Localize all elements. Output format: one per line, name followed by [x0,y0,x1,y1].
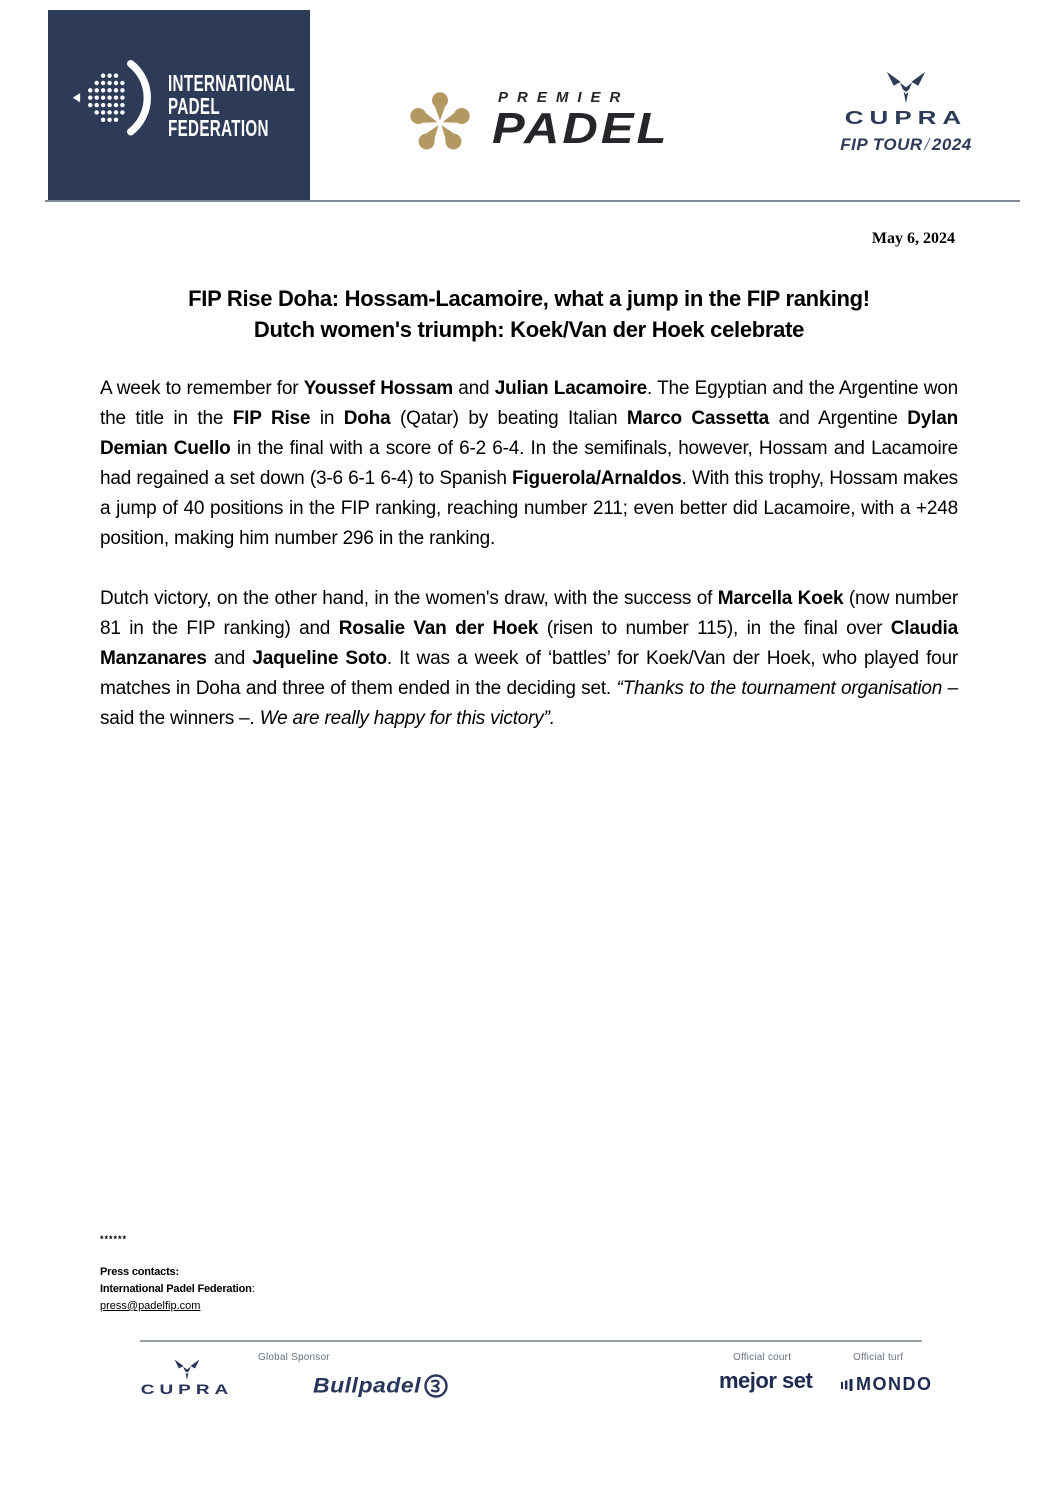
ipf-line-3: FEDERATION [168,115,269,142]
ipf-ball-icon [70,60,162,152]
footer-divider [140,1340,922,1342]
premier-padel-logo [408,86,669,160]
press-email-link[interactable]: press@padelfip.com [100,1300,201,1312]
bullpadel-logo [313,1372,449,1399]
footer-cupra-wordmark: CUPRA [140,1382,234,1398]
press-contacts-label: Press contacts: [100,1266,179,1278]
padel-label: PADEL [492,105,670,153]
document-date: May 6, 2024 [871,230,955,247]
org-colon: : [251,1283,255,1295]
official-turf-label: Official turf [853,1352,904,1363]
premier-padel-wordmark [492,89,669,157]
title-line-1: FIP Rise Doha: Hossam-Lacamoire, what a jump in the FIP ranking! [188,286,870,311]
press-contacts-block [100,1231,255,1315]
paragraph-2: Dutch victory, on the other hand, in the women's draw, with the success of Marcella Koek (now number 81 in the FIP ranking) and Rosalie Van der Hoek (risen to number 115), in the final over Claudia Manzanares and Jaqueline Soto. It was a week of ‘battles’ for Koek/Van der Hoek, who played four matches in Doha and three of them ended in the deciding set. “Thanks to the tournament organisation – said the winners –. We are really happy for this victory”. [100,588,959,729]
mondo-bars-icon [841,1378,853,1392]
mondo-wordmark: MONDO [856,1374,933,1394]
paragraph-1: A week to remember for Youssef Hossam and Julian Lacamoire. The Egyptian and the Argentine won the title in the FIP Rise in Doha (Qatar) by beating Italian Marco Cassetta and Argentine Dylan Demian Cuello in the final with a score of 6-2 6-4. In the semifinals, however, Hossam and Lacamoire had regained a set down (3-6 6-1 6-4) to Spanish Figuerola/Arnaldos. With this trophy, Hossam makes a jump of 40 positions in the FIP ranking, reaching number 211; even better did Lacamoire, with a +248 position, making him number 296 in the ranking. [100,378,959,549]
slash-divider: / [924,135,930,154]
separator-asterisks: ****** [100,1234,128,1244]
premier-padel-flower-icon [408,86,472,160]
title-line-2: Dutch women's triumph: Koek/Van der Hoek celebrate [253,317,805,342]
fip-tour-year: 2024 [931,135,972,154]
bullpadel-wordmark: Bullpadel [313,1373,422,1397]
mejorset-logo: mejor set [719,1368,813,1393]
cupra-bull-icon [830,70,982,106]
header-divider [45,200,1020,202]
ipf-line-1: INTERNATIONAL [168,70,296,97]
footer-cupra-logo [133,1358,241,1402]
bullpadel-emblem-icon [423,1373,449,1399]
ipf-logo-text [168,72,295,140]
press-contacts-org [100,1281,255,1298]
article-body [100,374,958,764]
org-name: International Padel Federation [100,1283,252,1295]
footer-cupra-bull-icon [133,1358,241,1382]
article-title [88,283,970,345]
fip-tour-label [830,135,982,155]
cupra-fip-tour-logo [830,70,982,155]
global-sponsor-label: Global Sponsor [258,1352,330,1363]
ipf-logo [48,10,310,202]
mondo-logo [841,1374,933,1395]
official-court-label: Official court [733,1352,792,1363]
cupra-wordmark: CUPRA [844,106,968,129]
ipf-line-2: PADEL [168,92,220,119]
premier-label: PREMIER [498,89,630,106]
fip-tour-text: FIP TOUR [840,135,923,154]
